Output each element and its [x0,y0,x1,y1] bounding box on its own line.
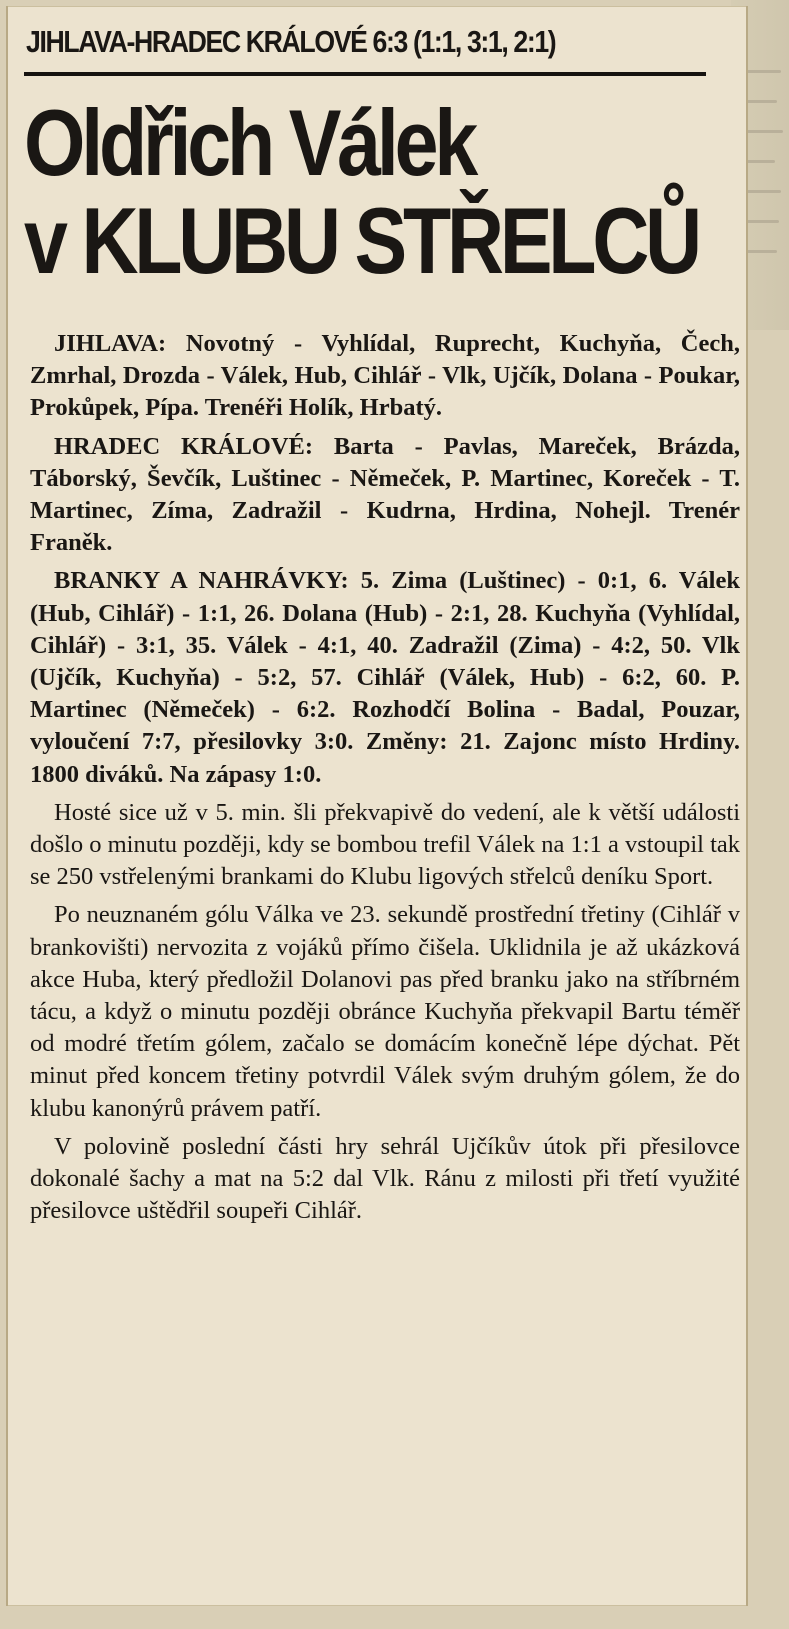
article-body [30,328,740,1233]
clipping-right-edge [746,6,748,1606]
kicker-rule [24,72,706,76]
headline-line-1: Oldřich Válek [24,90,475,195]
headline-line-2: v KLUBU STŘELCŮ [24,188,698,293]
report-paragraph-1: Hosté sice už v 5. min. šli překvapivě do vedení, ale k větší události došlo o minutu později, kdy se bombou trefil Válek na 1:1 a vstoupil tak se 250 vstřelenými brankami do Klubu ligových střelců deníku Sport. [30,798,740,891]
match-score-kicker: JIHLAVA-HRADEC KRÁLOVÉ 6:3 (1:1, 3:1, 2:1) [26,24,556,59]
report-paragraph-3: V polovině poslední části hry sehrál Ujčíkův útok při přesilovce dokonalé šachy a mat na 5:2 dal Vlk. Ránu z milosti při třetí využité přesilovce uštědřil soupeři Cihlář. [30,1132,740,1225]
headline [24,90,698,293]
lineup-jihlava: JIHLAVA: Novotný - Vyhlídal, Ruprecht, Kuchyňa, Čech, Zmrhal, Drozda - Válek, Hub, Cihlář - Vlk, Ujčík, Dolana - Poukar, Prokůpek, Pípa. Trenéři Holík, Hrbatý. [30,330,740,422]
goals-and-assists: BRANKY A NAHRÁVKY: 5. Zima (Luštinec) - 0:1, 6. Válek (Hub, Cihlář) - 1:1, 26. Dolana (Hub) - 2:1, 28. Kuchyňa (Vyhlídal, Cihlář) - 3:1, 35. Válek - 4:1, 40. Zadražil (Zima) - 4:2, 50. Vlk (Ujčík, Kuchyňa) - 5:2, 57. Cihlář (Válek, Hub) - 6:2, 60. P. Martinec (Němeček) - 6:2. Rozhodčí Bolina - Badal, Pouzar, vyloučení 7:7, přesilovky 3:0. Změny: 21. Zajonc místo Hrdiny. 1800 diváků. Na zápasy 1:0. [30,567,740,788]
newspaper-clipping [6,6,748,1606]
report-paragraph-2: Po neuznaném gólu Válka ve 23. sekundě prostřední třetiny (Cihlář v brankovišti) nervozita z vojáků přímo čišela. Uklidnila je až ukázková akce Huba, který předložil Dolanovi pas před branku jako na stříbrném tácu, a když o minutu později obránce Kuchyňa překvapil Bartu téměř od modré třetím gólem, začalo se domácím konečně lépe dýchat. Pět minut před koncem třetiny potvrdil Válek svým druhým gólem, že do klubu kanonýrů právem patří. [30,901,740,1122]
clipping-left-edge [6,6,8,1606]
lineup-hradec: HRADEC KRÁLOVÉ: Barta - Pavlas, Mareček, Brázda, Táborský, Ševčík, Luštinec - Němeček, P. Martinec, Koreček - T. Martinec, Zíma, Zadražil - Kudrna, Hrdina, Nohejl. Trenér Franěk. [30,432,740,557]
